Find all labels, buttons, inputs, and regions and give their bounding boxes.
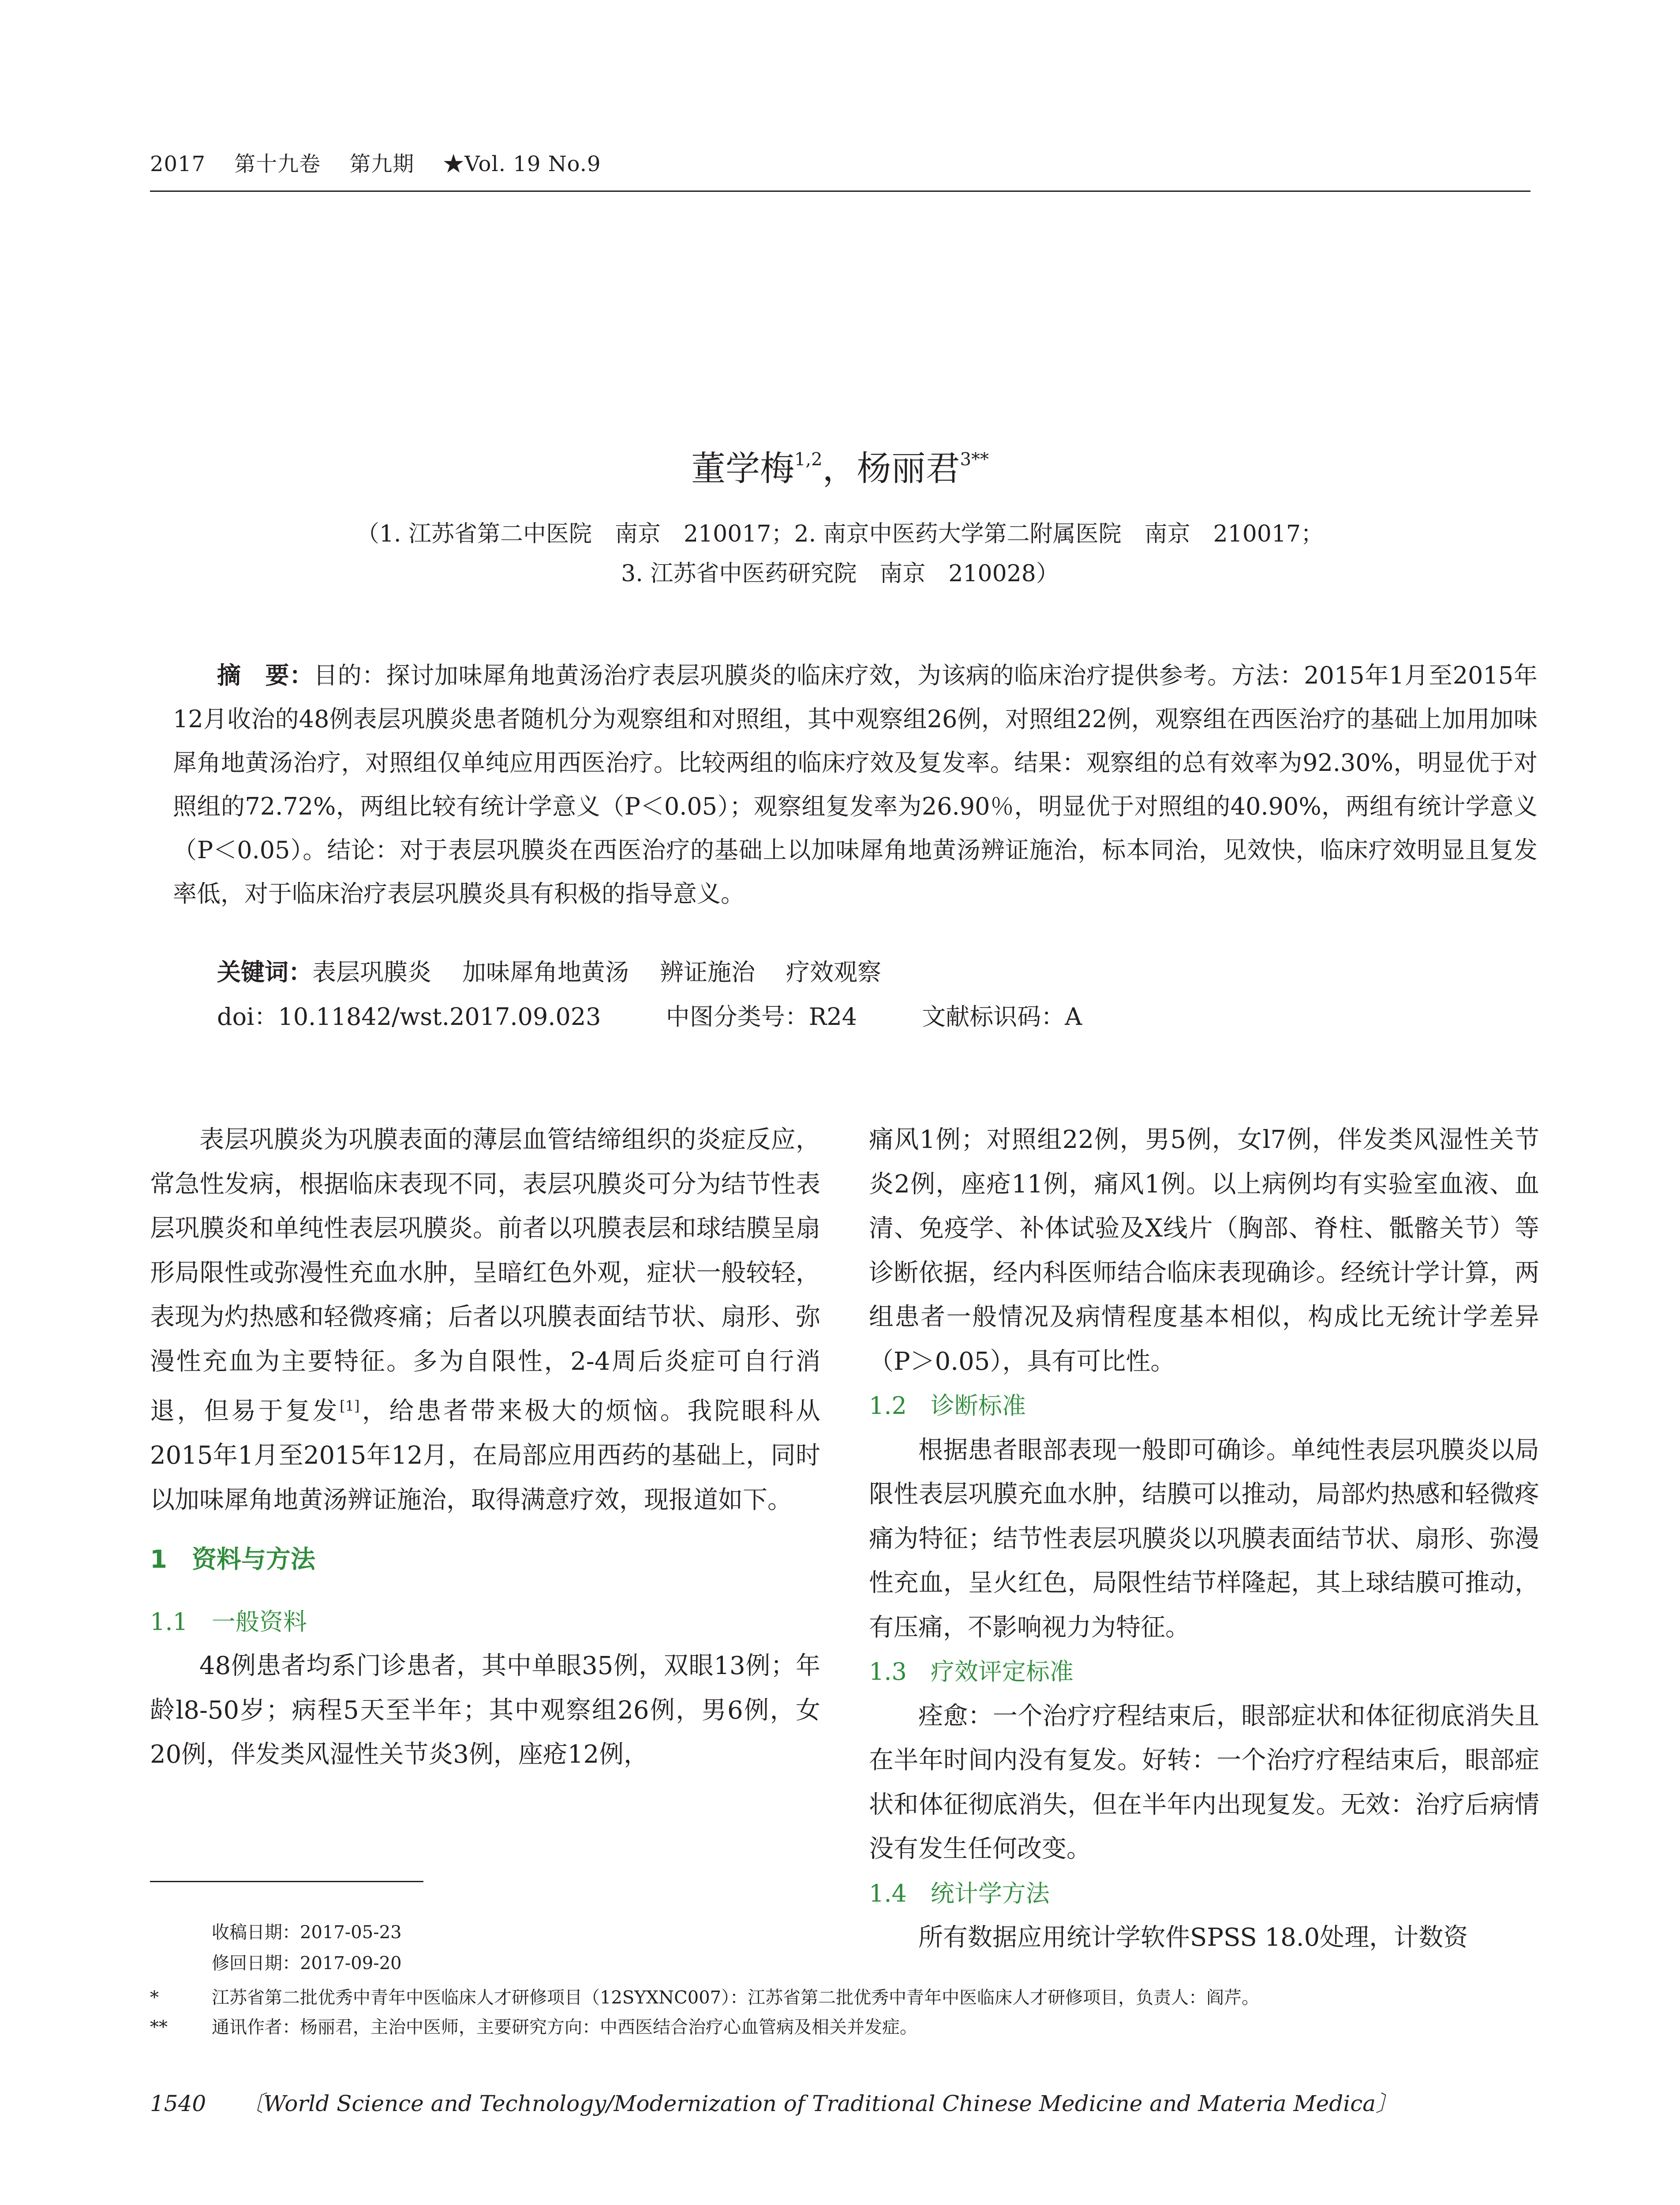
intro-text-end: ，给患者带来极大的烦恼。我院眼科从2015年1月至2015年12月，在局部应用西药的基础上，同时以加味犀角地黄汤辨证施治，取得满意疗效，现报道如下。	[150, 1397, 821, 1514]
keyword-item: 表层巩膜炎	[312, 958, 431, 986]
subsection-heading: 1.4 统计学方法	[869, 1879, 1050, 1907]
header-year: 2017	[150, 152, 206, 176]
paragraph: 所有数据应用统计学软件SPSS 18.0处理，计数资	[918, 1923, 1468, 1952]
body-column-left	[150, 1118, 820, 1777]
doi-link[interactable]: doi：10.11842/wst.2017.09.023	[217, 1003, 601, 1031]
keyword-item: 辨证施治	[660, 958, 755, 986]
abstract-label: 摘 要：	[217, 662, 314, 689]
clc-number: 中图分类号：R24	[666, 1003, 857, 1031]
body-column-right	[869, 1118, 1539, 1960]
article-meta	[217, 998, 1139, 1032]
subsection-heading: 1.1 一般资料	[150, 1607, 307, 1636]
header-volume-en: ★Vol. 19 No.9	[443, 152, 601, 176]
intro-text: 表层巩膜炎为巩膜表面的薄层血管结缔组织的炎症反应，常急性发病，根据临床表现不同，表层巩膜炎可分为结节性表层巩膜炎和单纯性表层巩膜炎。前者以巩膜表层和球结膜呈扇形局限性或弥漫性充血水肿，呈暗红色外观，症状一般较轻，表现为灼热感和轻微疼痛；后者以巩膜表面结节状、扇形、弥漫性充血为主要特征。多为自限性，2-4周后炎症可自行消退，但易于复发	[150, 1125, 820, 1426]
keywords	[217, 953, 912, 987]
author-sup-1: 1,2	[794, 449, 823, 470]
author-name-1: 董学梅	[691, 449, 794, 489]
correspondence-mark: **	[150, 2017, 168, 2037]
paragraph: 根据患者眼部表现一般即可确诊。单纯性表层巩膜炎以局限性表层巩膜充血水肿，结膜可以推动，局部灼热感和轻微疼痛为特征；结节性表层巩膜炎以巩膜表面结节状、扇形、弥漫性充血，呈火红色，局限性结节样隆起，其上球结膜可推动，有压痛，不影响视力为特征。	[869, 1435, 1539, 1642]
correspondence-text: 通讯作者：杨丽君，主治中医师，主要研究方向：中西医结合治疗心血管病及相关并发症。	[212, 2017, 917, 2037]
paragraph: 痊愈：一个治疗疗程结束后，眼部症状和体征彻底消失且在半年时间内没有复发。好转：一个治疗疗程结束后，眼部症状和体征彻底消失，但在半年内出现复发。无效：治疗后病情没有发生任何改变。	[869, 1701, 1539, 1863]
funding-text: 江苏省第二批优秀中青年中医临床人才研修项目（12SYXNC007）：江苏省第二批优秀中青年中医临床人才研修项目，负责人：阎芹。	[212, 1988, 1260, 2008]
funding-note	[150, 1984, 1561, 2009]
abstract	[173, 654, 1538, 916]
header-volume-cn: 第十九卷	[234, 152, 321, 176]
author-sup-2: 3**	[960, 449, 989, 470]
revised-date: 修回日期：2017-09-20	[212, 1953, 402, 1973]
paragraph-continued: 痛风1例；对照组22例，男5例，女l7例，伴发类风湿性关节炎2例，座疮11例，痛风1例。以上病例均有实验室血液、血清、免疫学、补体试验及X线片（胸部、脊柱、骶髂关节）等诊断依据，经内科医师结合临床表现确诊。经统计学计算，两组患者一般情况及病情程度基本相似，构成比无统计学差异（P＞0.05），具有可比性。	[869, 1125, 1539, 1376]
author-line	[0, 441, 1680, 490]
keyword-item: 疗效观察	[786, 958, 881, 986]
section-heading: 1 资料与方法	[150, 1545, 315, 1574]
intro-paragraph	[150, 1118, 820, 1522]
page-footer	[150, 2086, 1398, 2118]
keyword-item: 加味犀角地黄汤	[462, 958, 629, 986]
funding-mark: *	[150, 1988, 159, 2008]
paragraph: 48例患者均系门诊患者，其中单眼35例，双眼13例；年龄l8-50岁；病程5天至半年；其中观察组26例，男6例，女20例，伴发类风湿性关节炎3例，座疮12例，	[150, 1652, 821, 1769]
citation-ref[interactable]: [1]	[340, 1398, 360, 1414]
header-rule	[150, 191, 1530, 192]
author-separator: ，	[822, 449, 857, 489]
subsection-heading: 1.3 疗效评定标准	[869, 1658, 1074, 1686]
page-number: 1540	[150, 2091, 206, 2116]
received-date: 收稿日期：2017-05-23	[212, 1922, 402, 1943]
subsection-heading: 1.2 诊断标准	[869, 1392, 1026, 1420]
affiliation-line-1: （1. 江苏省第二中医院 南京 210017；2. 南京中医药大学第二附属医院 南京 210017；	[356, 521, 1324, 547]
keywords-label: 关键词：	[217, 958, 312, 986]
header-issue-cn: 第九期	[349, 152, 415, 176]
correspondence-note	[150, 2013, 1561, 2038]
running-header	[150, 147, 601, 177]
abstract-text: 目的：探讨加味犀角地黄汤治疗表层巩膜炎的临床疗效，为该病的临床治疗提供参考。方法：2015年1月至2015年12月收治的48例表层巩膜炎患者随机分为观察组和对照组，其中观察组26例，对照组22例，观察组在西医治疗的基础上加用加味犀角地黄汤治疗，对照组仅单纯应用西医治疗。比较两组的临床疗效及复发率。结果：观察组的总有效率为92.30%，明显优于对照组的72.72%，两组比较有统计学意义（P＜0.05）；观察组复发率为26.90％，明显优于对照组的40.90%，两组有统计学意义（P＜0.05）。结论：对于表层巩膜炎在西医治疗的基础上以加味犀角地黄汤辨证施治，标本同治，见效快，临床疗效明显且复发率低，对于临床治疗表层巩膜炎具有积极的指导意义。	[173, 662, 1538, 908]
author-name-2: 杨丽君	[857, 449, 960, 489]
journal-name: 〔World Science and Technology/Modernization of Traditional Chinese Medicine and Materia Medica〕	[241, 2091, 1398, 2116]
document-code: 文献标识码：A	[922, 1003, 1082, 1031]
affiliation-line-2: 3. 江苏省中医药研究院 南京 210028）	[621, 561, 1059, 587]
footnote-rule	[150, 1881, 423, 1882]
